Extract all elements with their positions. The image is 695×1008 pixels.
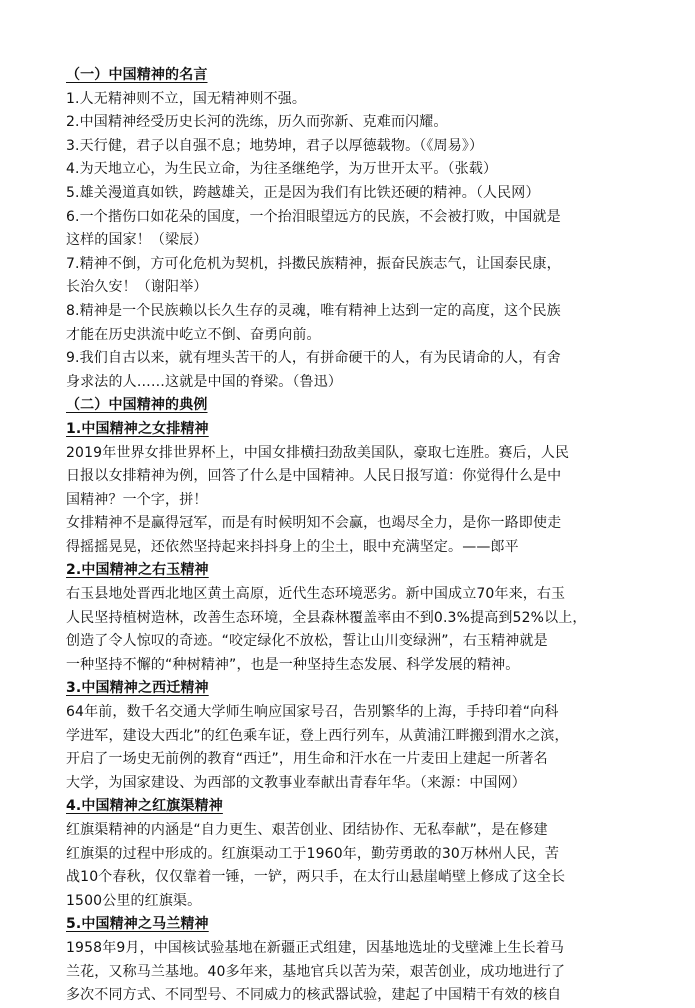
example-line: 大学，为国家建设、为西部的文教事业奉献出青春年华。（来源：中国网）	[66, 774, 526, 791]
document-page	[66, 64, 632, 1008]
example-line: 红旗渠的过程中形成的。红旗渠动工于1960年，勤劳勇敢的30万林州人民，苦	[66, 845, 559, 862]
quote-line: 5.雄关漫道真如铁，跨越雄关，正是因为我们有比铁还硬的精神。（人民网）	[66, 184, 540, 201]
example-line: 1958年9月，中国核试验基地在新疆正式组建，因基地选址的戈壁滩上生长着马	[66, 939, 565, 956]
example-heading: 3.中国精神之西迁精神	[66, 680, 209, 697]
quote-line: 这样的国家！（梁辰）	[66, 232, 208, 249]
quote-line: 4.为天地立心，为生民立命，为往圣继绝学，为万世开太平。（张载）	[66, 161, 498, 178]
quote-line: 长治久安！（谢阳举）	[66, 279, 208, 296]
quote-line: 7.精神不倒，方可化危机为契机，抖擞民族精神，振奋民族志气，让国泰民康，	[66, 255, 561, 272]
example-line: 日报以女排精神为例，回答了什么是中国精神。人民日报写道：你觉得什么是中	[66, 468, 562, 485]
quote-line: 9.我们自古以来，就有埋头苦干的人，有拼命硬干的人，有为民请命的人，有舍	[66, 350, 561, 367]
example-heading: 4.中国精神之红旗渠精神	[66, 798, 223, 815]
quote-line: 1.人无精神则不立，国无精神则不强。	[66, 90, 307, 107]
example-line: 1500公里的红旗渠。	[66, 892, 202, 909]
example-heading: 1.中国精神之女排精神	[66, 420, 209, 437]
example-line: 2019年世界女排世界杯上，中国女排横扫劲敌美国队，豪取七连胜。赛后，人民	[66, 444, 570, 461]
quote-line: 才能在历史洪流中屹立不倒、奋勇向前。	[66, 326, 321, 343]
example-heading: 5.中国精神之马兰精神	[66, 916, 209, 933]
quote-line: 身求法的人……这就是中国的脊梁。（鲁迅）	[66, 373, 342, 390]
example-line: 国精神？一个字，拼！	[66, 491, 208, 508]
example-line: 一种坚持不懈的“种树精神”，也是一种坚持生态发展、科学发展的精神。	[66, 656, 520, 673]
example-line: 创造了令人惊叹的奇迹。“咬定绿化不放松，誓让山川变绿洲”，右玉精神就是	[66, 633, 548, 650]
section-title-examples: （二）中国精神的典例	[66, 397, 208, 414]
example-line: 兰花，又称马兰基地。40多年来，基地官兵以苦为荣，艰苦创业，成功地进行了	[66, 963, 566, 980]
example-line: 得摇摇晃晃，还依然坚持起来抖抖身上的尘土，眼中充满坚定。——郎平	[66, 538, 519, 555]
example-line: 64年前，数千名交通大学师生响应国家号召，告别繁华的上海，手持印着“向科	[66, 704, 559, 721]
example-line: 右玉县地处晋西北地区黄土高原，近代生态环境恶劣。新中国成立70年来，右玉	[66, 586, 566, 603]
example-line: 女排精神不是赢得冠军，而是有时候明知不会赢，也竭尽全力，是你一路即使走	[66, 515, 562, 532]
quote-line: 8.精神是一个民族赖以长久生存的灵魂，唯有精神上达到一定的高度，这个民族	[66, 302, 561, 319]
example-line: 多次不同方式、不同型号、不同威力的核武器试验，建起了中国精干有效的核自	[66, 987, 562, 1004]
example-heading: 2.中国精神之右玉精神	[66, 562, 209, 579]
example-line: 人民坚持植树造林，改善生态环境，全县森林覆盖率由不到0.3%提高到52%以上，	[66, 609, 587, 626]
quote-line: 6.一个揩伤口如花朵的国度，一个抬泪眼望远方的民族，不会被打败，中国就是	[66, 208, 561, 225]
example-line: 开启了一场史无前例的教育“西迁”，用生命和汗水在一片麦田上建起一所著名	[66, 751, 548, 768]
example-line: 学进军，建设大西北”的红色乘车证，登上西行列车，从黄浦江畔搬到渭水之滨，	[66, 727, 569, 744]
quote-line: 3.天行健，君子以自强不息；地势坤，君子以厚德载物。（《周易》）	[66, 137, 484, 154]
example-line: 红旗渠精神的内涵是“自力更生、艰苦创业、团结协作、无私奉献”，是在修建	[66, 822, 548, 838]
section-title-quotes: （一）中国精神的名言	[66, 67, 208, 83]
quote-line: 2.中国精神经受历史长河的洗练，历久而弥新、克难而闪耀。	[66, 114, 448, 131]
example-line: 战10个春秋，仅仅靠着一锤，一铲，两只手，在太行山悬崖峭壁上修成了这全长	[66, 869, 566, 886]
